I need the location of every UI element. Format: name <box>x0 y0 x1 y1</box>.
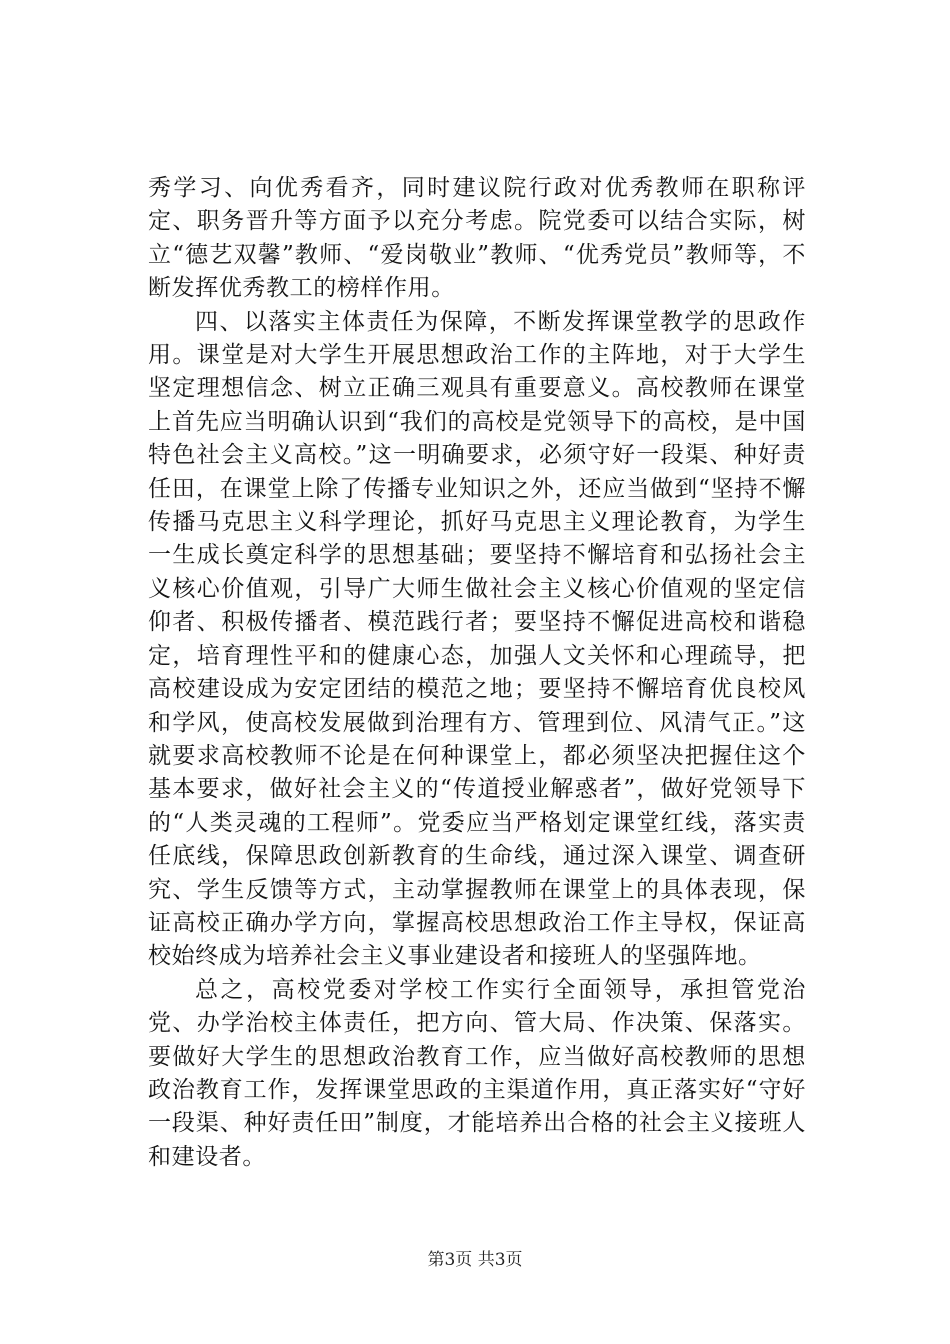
document-body <box>148 172 806 1174</box>
page-number-footer: 第3页 共3页 <box>427 1250 523 1270</box>
paragraph-conclusion: 总之，高校党委对学校工作实行全面领导，承担管党治党、办学治校主体责任，把方向、管大局、作决策、保落实。要做好大学生的思想政治教育工作，应当做好高校教师的思想政治教育工作，发挥课堂思政的主渠道作用，真正落实好“守好一段渠、种好责任田”制度，才能培养出合格的社会主义接班人和建设者。 <box>148 976 806 1170</box>
paragraph-section-four: 四、以落实主体责任为保障，不断发挥课堂教学的思政作用。课堂是对大学生开展思想政治工作的主阵地，对于大学生坚定理想信念、树立正确三观具有重要意义。高校教师在课堂上首先应当明确认识到“我们的高校是党领导下的高校，是中国特色社会主义高校。”这一明确要求，必须守好一段渠、种好责任田，在课堂上除了传播专业知识之外，还应当做到“坚持不懈传播马克思主义科学理论，抓好马克思主义理论教育，为学生一生成长奠定科学的思想基础；要坚持不懈培育和弘扬社会主义核心价值观，引导广大师生做社会主义核心价值观的坚定信仰者、积极传播者、模范践行者；要坚持不懈促进高校和谐稳定，培育理性平和的健康心态，加强人文关怀和心理疏导，把高校建设成为安定团结的模范之地；要坚持不懈培育优良校风和学风，使高校发展做到治理有方、管理到位、风清气正。”这就要求高校教师不论是在何种课堂上，都必须坚决把握住这个基本要求，做好社会主义的“传道授业解惑者”，做好党领导下的“人类灵魂的工程师”。党委应当严格划定课堂红线，落实责任底线，保障思政创新教育的生命线，通过深入课堂、调查研究、学生反馈等方式，主动掌握教师在课堂上的具体表现，保证高校正确办学方向，掌握高校思想政治工作主导权，保证高校始终成为培养社会主义事业建设者和接班人的坚强阵地。 <box>148 308 806 970</box>
paragraph-continuation: 秀学习、向优秀看齐，同时建议院行政对优秀教师在职称评定、职务晋升等方面予以充分考虑。院党委可以结合实际，树立“德艺双馨”教师、“爱岗敬业”教师、“优秀党员”教师等，不断发挥优秀教工的榜样作用。 <box>148 175 806 302</box>
